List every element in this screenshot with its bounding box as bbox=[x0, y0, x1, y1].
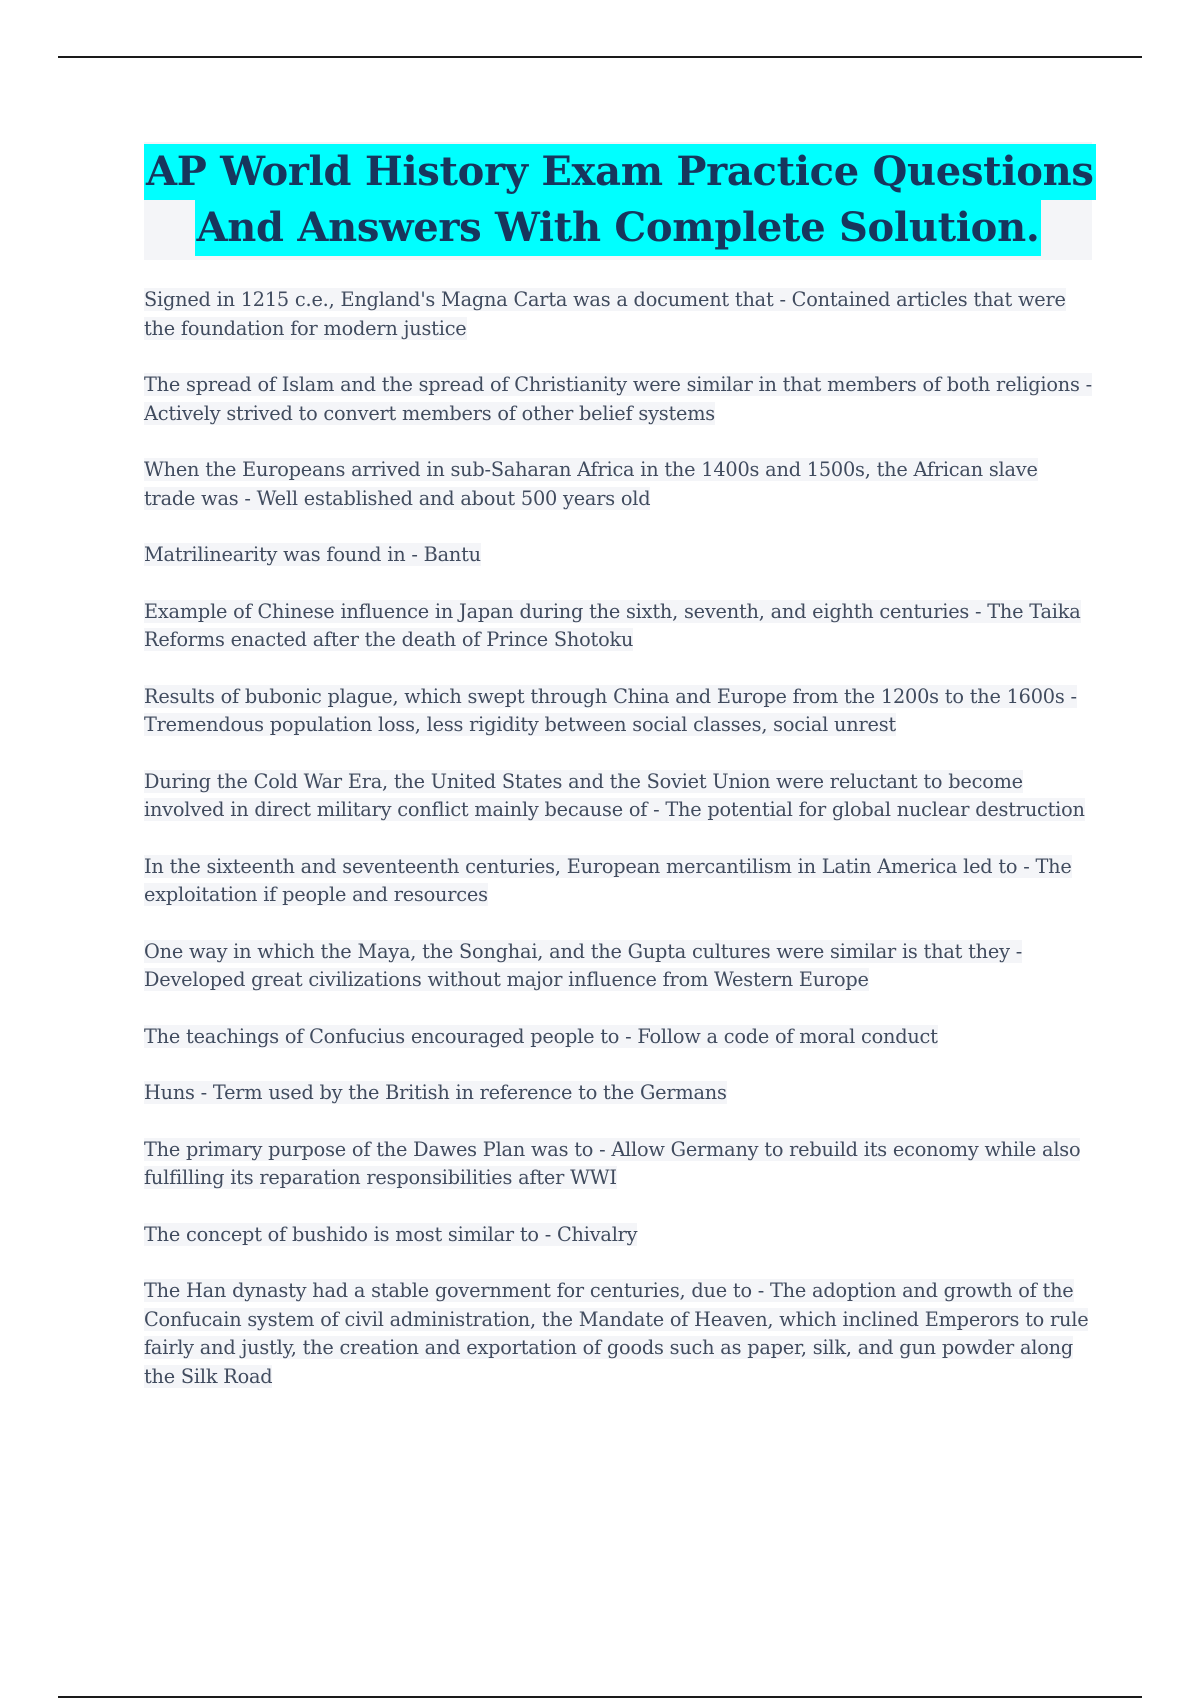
qa-text: Results of bubonic plague, which swept through China and Europe from the 1200s to the 1600s - Tremendous population loss, less rigidity between social classes, social unrest bbox=[144, 684, 1077, 736]
qa-text: In the sixteenth and seventeenth centuries, European mercantilism in Latin America led to - The exploitation if people and resources bbox=[144, 854, 1072, 906]
qa-text: When the Europeans arrived in sub-Saharan Africa in the 1400s and 1500s, the African slave trade was - Well established and about 500 years old bbox=[144, 458, 1038, 510]
header-rule bbox=[58, 56, 1142, 58]
qa-entry bbox=[144, 1136, 1092, 1193]
qa-text: The teachings of Confucius encouraged people to - Follow a code of moral conduct bbox=[144, 1024, 938, 1048]
qa-text: The primary purpose of the Dawes Plan was to - Allow Germany to rebuild its economy while also fulfilling its reparation responsibilities after WWI bbox=[144, 1137, 1081, 1189]
qa-entry bbox=[144, 683, 1092, 740]
qa-text: Signed in 1215 c.e., England's Magna Carta was a document that - Contained articles that were the foundation for modern justice bbox=[144, 288, 1066, 340]
qa-text: One way in which the Maya, the Songhai, and the Gupta cultures were similar is that they - Developed great civilizations without major influence from Western Europe bbox=[144, 939, 1023, 991]
qa-entry bbox=[144, 768, 1092, 825]
qa-entry bbox=[144, 286, 1092, 343]
title-line-2: And Answers With Complete Solution. bbox=[195, 200, 1042, 256]
qa-entry bbox=[144, 371, 1092, 428]
qa-entry bbox=[144, 1221, 1092, 1250]
qa-text: The spread of Islam and the spread of Christianity were similar in that members of both religions - Actively strived to convert members of other belief systems bbox=[144, 373, 1092, 425]
qa-text: The concept of bushido is most similar to - Chivalry bbox=[144, 1222, 638, 1246]
qa-entry bbox=[144, 456, 1092, 513]
qa-text: During the Cold War Era, the United States and the Soviet Union were reluctant to become involved in direct military conflict mainly because of - The potential for global nuclear destruction bbox=[144, 769, 1085, 821]
qa-entry bbox=[144, 598, 1092, 655]
document-title bbox=[144, 142, 1092, 260]
qa-entry bbox=[144, 1079, 1092, 1108]
qa-entry bbox=[144, 1277, 1092, 1391]
qa-entry bbox=[144, 541, 1092, 570]
qa-text: Huns - Term used by the British in reference to the Germans bbox=[144, 1081, 727, 1104]
qa-entry bbox=[144, 1023, 1092, 1052]
qa-text: Matrilinearity was found in - Bantu bbox=[144, 543, 481, 566]
qa-entry bbox=[144, 853, 1092, 910]
qa-entry bbox=[144, 938, 1092, 995]
footer-rule bbox=[58, 1696, 1142, 1698]
qa-text: The Han dynasty had a stable government for centuries, due to - The adoption and growth of the Confucain system of civil administration, the Mandate of Heaven, which inclined Emperors to rule fairly and justly, the creation and exportation of goods such as paper, silk, and gun powder along the Silk Road bbox=[144, 1279, 1089, 1388]
qa-text: Example of Chinese influence in Japan during the sixth, seventh, and eighth centuries - The Taika Reforms enacted after the death of Prince Shotoku bbox=[144, 599, 1081, 651]
qa-list bbox=[144, 286, 1092, 1419]
title-line-1: AP World History Exam Practice Questions bbox=[144, 144, 1096, 200]
